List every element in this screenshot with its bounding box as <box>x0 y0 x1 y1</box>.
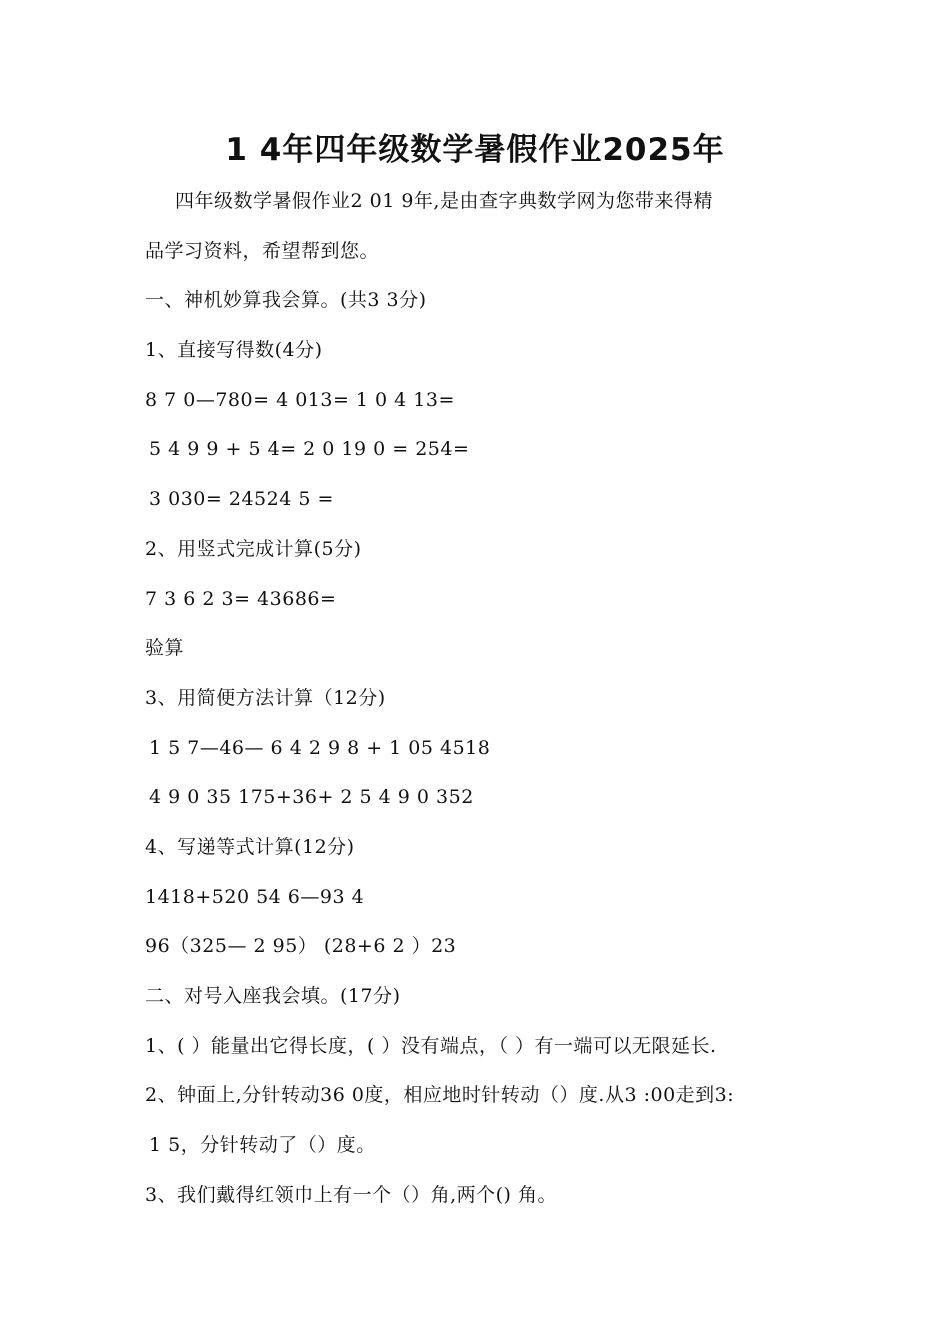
question-3-row-2: 4 9 0 35 175+36+ 2 5 4 9 0 352 <box>149 786 474 809</box>
question-2-check-label: 验算 <box>145 637 185 660</box>
question-1-row-2: 5 4 9 9 + 5 4= 2 0 19 0 = 254= <box>149 438 470 461</box>
section-2-heading: 二、对号入座我会填。(17分) <box>145 985 401 1007</box>
intro-line-2: 品学习资料，希望帮到您。 <box>145 239 380 262</box>
question-1-heading: 1、直接写得数(4分) <box>145 339 323 362</box>
document-title: 1 4年四年级数学暑假作业2025年 <box>225 132 725 168</box>
fill-question-1: 1、( ）能量出它得长度，( ）没有端点，（ ）有一端可以无限延长. <box>145 1034 717 1057</box>
question-1-row-1: 8 7 0—780= 4 013= 1 0 4 13= <box>145 388 455 411</box>
question-4-row-1: 1418+520 54 6—93 4 <box>145 885 365 908</box>
document-body <box>145 180 825 1223</box>
question-4-row-2: 96（325— 2 95） (28+6 2 ）23 <box>145 935 457 958</box>
question-3-heading: 3、用简便方法计算（12分) <box>145 686 386 709</box>
question-4-heading: 4、写递等式计算(12分) <box>145 835 355 858</box>
fill-question-3: 3、我们戴得红领巾上有一个（）角,两个() 角。 <box>145 1183 557 1206</box>
fill-question-2-continued: 1 5，分针转动了（）度。 <box>149 1134 376 1157</box>
question-2-heading: 2、用竖式完成计算(5分) <box>145 537 362 560</box>
question-3-row-1: 1 5 7—46— 6 4 2 9 8 + 1 05 4518 <box>149 736 491 759</box>
fill-question-2: 2、钟面上,分针转动36 0度，相应地时针转动（）度.从3 :00走到3: <box>145 1084 735 1107</box>
section-1-heading: 一、神机妙算我会算。(共3 3分) <box>145 289 427 312</box>
question-1-row-3: 3 030= 24524 5 = <box>149 488 334 511</box>
intro-line-1: 四年级数学暑假作业2 01 9年,是由查字典数学网为您带来得精 <box>175 190 713 212</box>
question-2-row-1: 7 3 6 2 3= 43686= <box>145 587 337 610</box>
